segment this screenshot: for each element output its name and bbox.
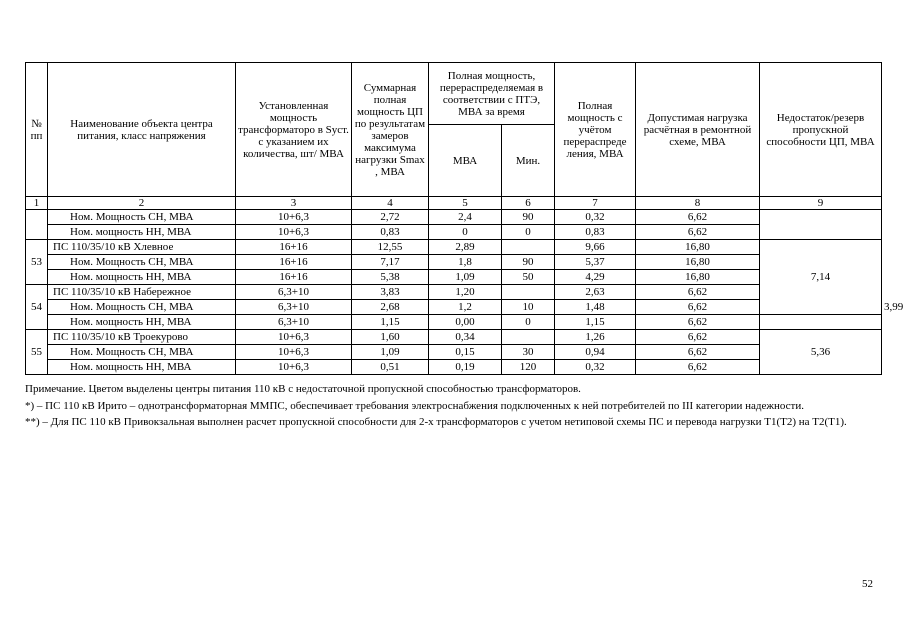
row-name: Ном. Мощность СН, МВА (48, 345, 236, 360)
cell-min (502, 330, 555, 345)
cell-allowed: 6,62 (636, 210, 760, 225)
column-number-row (26, 197, 882, 210)
table-row (26, 315, 882, 330)
table-row (26, 255, 882, 270)
header-total-power: Суммарная полная мощность ЦП по результатам замеров максимума нагрузки Smax , МВА (352, 63, 429, 197)
cell-allowed: 6,62 (636, 345, 760, 360)
column-number: 1 (26, 197, 48, 210)
cell-full: 0,83 (555, 225, 636, 240)
header-deficit-reserve: Недостаток/резерв пропускной способности ЦП, МВА (760, 63, 882, 197)
cell-allowed: 16,80 (636, 255, 760, 270)
cell-mva: 0,19 (429, 360, 502, 375)
table-row (26, 270, 882, 285)
cell-min (502, 285, 555, 300)
table-row (26, 345, 882, 360)
cell-sum: 12,55 (352, 240, 429, 255)
cell-installed: 6,3+10 (236, 300, 352, 315)
column-number: 2 (48, 197, 236, 210)
header-redistributed-min: Мин. (502, 125, 555, 197)
cell-min: 50 (502, 270, 555, 285)
cell-sum: 2,72 (352, 210, 429, 225)
cell-allowed: 16,80 (636, 270, 760, 285)
row-name: Ном. Мощность СН, МВА (48, 255, 236, 270)
substation-name: ПС 110/35/10 кВ Троекурово (48, 330, 236, 345)
header-installed-power: Установленная мощность трансформаторо в Sуст. с указанием их количества, шт/ МВА (236, 63, 352, 197)
capacity-table (25, 62, 904, 375)
note-remark: Примечание. Цветом выделены центры питания 110 кВ с недостаточной пропускной способностью трансформаторов. (25, 383, 581, 395)
table-row (26, 210, 882, 225)
column-number: 8 (636, 197, 760, 210)
table-row (26, 240, 882, 255)
cell-mva: 0,34 (429, 330, 502, 345)
note-footnote-1: *) – ПС 110 кВ Ирито – однотрансформаторная ММПС, обеспечивает требования электроснабжения подключенных к ней потребителей по III категории надежности. (25, 399, 804, 412)
cell-min: 90 (502, 255, 555, 270)
cell-installed: 10+6,3 (236, 330, 352, 345)
header-full-power: Полная мощность с учётом перераспреде ления, МВА (555, 63, 636, 197)
cell-sum: 1,15 (352, 315, 429, 330)
header-redistributed-mva: МВА (429, 125, 502, 197)
cell-mva: 2,4 (429, 210, 502, 225)
notes (25, 381, 875, 431)
cell-installed: 16+16 (236, 270, 352, 285)
table-row: 54 ПС 110/35/10 кВ Набережное 6,3+10 3,83 1,20 2,63 6,62 3,99 (26, 285, 882, 300)
cell-sum: 5,38 (352, 270, 429, 285)
cell-mva: 1,2 (429, 300, 502, 315)
column-number: 6 (502, 197, 555, 210)
page-number: 52 (862, 578, 873, 590)
column-number: 5 (429, 197, 502, 210)
cell-installed: 10+6,3 (236, 360, 352, 375)
row-name: Ном. мощность НН, МВА (48, 360, 236, 375)
column-number: 3 (236, 197, 352, 210)
cell-mva: 1,20 (429, 285, 502, 300)
cell-full: 5,37 (555, 255, 636, 270)
cell-installed: 10+6,3 (236, 345, 352, 360)
cell-mva: 0,15 (429, 345, 502, 360)
cell-deficit: 7,14 (760, 240, 882, 315)
table-row (26, 225, 882, 240)
header-redistributed-power: Полная мощность, перераспределяемая в соответствии с ПТЭ, МВА за время (429, 63, 555, 125)
cell-min: 30 (502, 345, 555, 360)
cell-mva: 0 (429, 225, 502, 240)
cell-sum: 2,68 (352, 300, 429, 315)
cell-installed: 16+16 (236, 240, 352, 255)
cell-sum: 7,17 (352, 255, 429, 270)
cell-mva: 0,00 (429, 315, 502, 330)
cell-full: 1,26 (555, 330, 636, 345)
cell-mva: 2,89 (429, 240, 502, 255)
cell-min: 10 (502, 300, 555, 315)
cell-min: 0 (502, 315, 555, 330)
cell-full: 1,48 (555, 300, 636, 315)
cell-mva: 1,09 (429, 270, 502, 285)
cell-allowed: 6,62 (636, 225, 760, 240)
cell-allowed: 6,62 (636, 330, 760, 345)
header-name: Наименование объекта центра питания, класс напряжения (48, 63, 236, 197)
cell-full: 0,32 (555, 360, 636, 375)
row-name: Ном. мощность НН, МВА (48, 225, 236, 240)
column-number: 9 (760, 197, 882, 210)
row-name: Ном. мощность НН, МВА (48, 315, 236, 330)
cell-allowed: 6,62 (636, 360, 760, 375)
row-num: 55 (26, 330, 48, 375)
cell-full: 0,94 (555, 345, 636, 360)
substation-name: ПС 110/35/10 кВ Набережное (48, 285, 236, 300)
cell-min: 90 (502, 210, 555, 225)
table-row (26, 360, 882, 375)
row-name: Ном. мощность НН, МВА (48, 270, 236, 285)
cell-installed: 10+6,3 (236, 210, 352, 225)
cell-installed: 6,3+10 (236, 315, 352, 330)
cell-allowed: 6,62 (636, 315, 760, 330)
cell-sum: 0,51 (352, 360, 429, 375)
substation-name: ПС 110/35/10 кВ Хлевное (48, 240, 236, 255)
cell-installed: 16+16 (236, 255, 352, 270)
note-footnote-2: **) – Для ПС 110 кВ Привокзальная выполнен расчет пропускной способности для 2-х трансформаторов с учетом нетиповой схемы ПС и перевода нагрузки Т1(Т2) на Т2(Т1). (25, 416, 847, 428)
cell-min (502, 240, 555, 255)
cell-allowed: 16,80 (636, 240, 760, 255)
cell-deficit (760, 210, 882, 240)
row-name: Ном. Мощность СН, МВА (48, 300, 236, 315)
row-num-cell (26, 210, 48, 240)
cell-installed: 10+6,3 (236, 225, 352, 240)
cell-allowed: 6,62 (636, 285, 760, 300)
cell-allowed: 6,62 (636, 300, 760, 315)
table-row (26, 330, 882, 345)
header-num: № пп (26, 63, 48, 197)
cell-installed: 6,3+10 (236, 285, 352, 300)
cell-sum: 1,09 (352, 345, 429, 360)
table-row (26, 300, 882, 315)
cell-full: 1,15 (555, 315, 636, 330)
cell-min: 120 (502, 360, 555, 375)
header-allowed-load: Допустимая нагрузка расчётная в ремонтной схеме, МВА (636, 63, 760, 197)
cell-sum: 3,83 (352, 285, 429, 300)
row-name: Ном. Мощность СН, МВА (48, 210, 236, 225)
cell-deficit: 5,36 (760, 330, 882, 375)
column-number: 7 (555, 197, 636, 210)
row-num: 53 (26, 240, 48, 285)
cell-min: 0 (502, 225, 555, 240)
cell-full: 2,63 (555, 285, 636, 300)
row-num: 54 (26, 285, 48, 330)
cell-full: 9,66 (555, 240, 636, 255)
cell-sum: 1,60 (352, 330, 429, 345)
cell-sum: 0,83 (352, 225, 429, 240)
cell-full: 0,32 (555, 210, 636, 225)
cell-full: 4,29 (555, 270, 636, 285)
cell-mva: 1,8 (429, 255, 502, 270)
column-number: 4 (352, 197, 429, 210)
